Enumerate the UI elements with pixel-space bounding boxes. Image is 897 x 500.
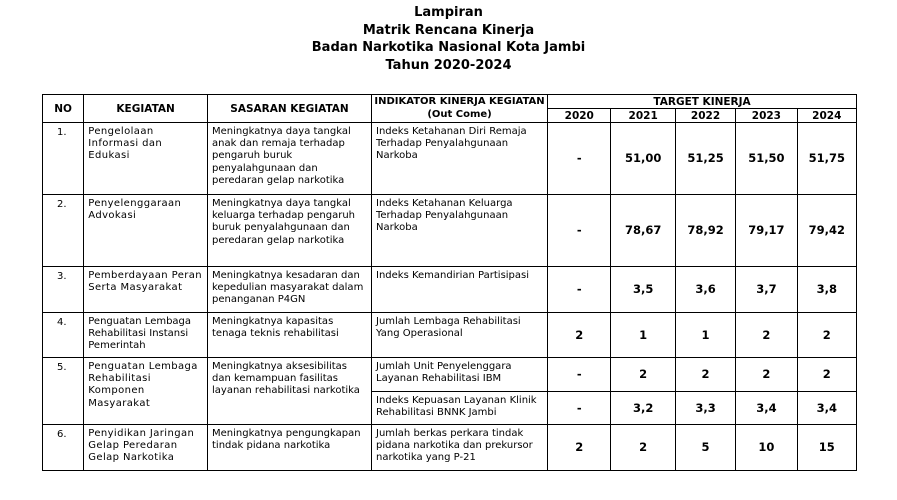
header-year-2024: 2024 [797,109,856,123]
indikator-cell: Jumlah Lembaga Rehabilitasi Yang Operasional [372,313,548,358]
target-2021: 2 [611,358,675,392]
title-line-1: Lampiran [414,5,483,20]
target-2024: 15 [797,425,856,471]
target-2023: 79,17 [736,195,797,267]
target-2024: 51,75 [797,123,856,195]
target-2020: - [548,358,611,392]
table-row [43,425,857,471]
target-2022: 3,3 [675,392,735,425]
target-2022: 5 [675,425,735,471]
sasaran-cell: Meningkatnya pengungkapan tindak pidana narkotika [208,425,372,471]
kegiatan-cell: Penguatan Lembaga Rehabilitasi Komponen Masyarakat [84,358,208,425]
target-2021: 3,2 [611,392,675,425]
sasaran-cell: Meningkatnya aksesibilitas dan kemampuan fasilitas layanan rehabilitasi narkotika [208,358,372,425]
row-number: 2. [43,195,84,267]
title-line-2: Matrik Rencana Kinerja [362,22,535,38]
target-2023: 51,50 [736,123,797,195]
title-line-3: Badan Narkotika Nasional Kota Jambi [311,40,586,55]
performance-matrix-table [42,94,857,471]
target-2020: - [548,392,611,425]
target-2022: 2 [675,358,735,392]
row-number: 5. [43,358,84,425]
header-kegiatan: KEGIATAN [84,95,208,123]
target-2023: 2 [736,313,797,358]
target-2020: - [548,267,611,313]
target-2020: 2 [548,425,611,471]
row-number: 6. [43,425,84,471]
target-2020: - [548,195,611,267]
row-number: 4. [43,313,84,358]
kegiatan-cell: Penguatan Lembaga Rehabilitasi Instansi Pemerintah [84,313,208,358]
target-2021: 78,67 [611,195,675,267]
indikator-cell: Indeks Ketahanan Keluarga Terhadap Penyalahgunaan Narkoba [372,195,548,267]
sasaran-cell: Meningkatnya daya tangkal keluarga terhadap pengaruh buruk penyalahgunaan dan peredaran gelap narkotika [208,195,372,267]
sasaran-cell: Meningkatnya daya tangkal anak dan remaja terhadap pengaruh buruk penyalahgunaan dan peredaran gelap narkotika [208,123,372,195]
sasaran-cell: Meningkatnya kesadaran dan kepedulian masyarakat dalam penanganan P4GN [208,267,372,313]
target-2021: 1 [611,313,675,358]
table-row [43,313,857,358]
target-2022: 51,25 [675,123,735,195]
target-2024: 2 [797,358,856,392]
indikator-cell: Jumlah berkas perkara tindak pidana narkotika dan prekursor narkotika yang P-21 [372,425,548,471]
indikator-cell: Jumlah Unit Penyelenggara Layanan Rehabilitasi IBM [372,358,548,392]
indikator-cell: Indeks Ketahanan Diri Remaja Terhadap Penyalahgunaan Narkoba [372,123,548,195]
target-2022: 78,92 [675,195,735,267]
header-no: NO [43,95,84,123]
title-line-4: Tahun 2020-2024 [385,57,512,73]
header-target: TARGET KINERJA [548,95,857,109]
sasaran-cell: Meningkatnya kapasitas tenaga teknis rehabilitasi [208,313,372,358]
target-2020: - [548,123,611,195]
target-2024: 3,8 [797,267,856,313]
row-number: 3. [43,267,84,313]
kegiatan-cell: Pengelolaan Informasi dan Edukasi [84,123,208,195]
document-title [0,4,897,74]
header-year-2022: 2022 [675,109,735,123]
header-year-2020: 2020 [548,109,611,123]
indikator-cell: Indeks Kemandirian Partisipasi [372,267,548,313]
kegiatan-cell: Pemberdayaan Peran Serta Masyarakat [84,267,208,313]
kegiatan-cell: Penyidikan Jaringan Gelap Peredaran Gelap Narkotika [84,425,208,471]
target-2023: 10 [736,425,797,471]
table-row [43,123,857,195]
target-2021: 2 [611,425,675,471]
target-2022: 3,6 [675,267,735,313]
header-sasaran: SASARAN KEGIATAN [208,95,372,123]
target-2024: 2 [797,313,856,358]
header-indikator: INDIKATOR KINERJA KEGIATAN (Out Come) [372,95,548,123]
row-number: 1. [43,123,84,195]
target-2021: 3,5 [611,267,675,313]
target-2023: 2 [736,358,797,392]
indikator-cell: Indeks Kepuasan Layanan Klinik Rehabilitasi BNNK Jambi [372,392,548,425]
table-row [43,267,857,313]
target-2023: 3,4 [736,392,797,425]
header-year-2023: 2023 [736,109,797,123]
table-row [43,195,857,267]
header-year-2021: 2021 [611,109,675,123]
target-2020: 2 [548,313,611,358]
table-row [43,358,857,392]
target-2024: 79,42 [797,195,856,267]
target-2022: 1 [675,313,735,358]
kegiatan-cell: Penyelenggaraan Advokasi [84,195,208,267]
target-2024: 3,4 [797,392,856,425]
target-2023: 3,7 [736,267,797,313]
target-2021: 51,00 [611,123,675,195]
